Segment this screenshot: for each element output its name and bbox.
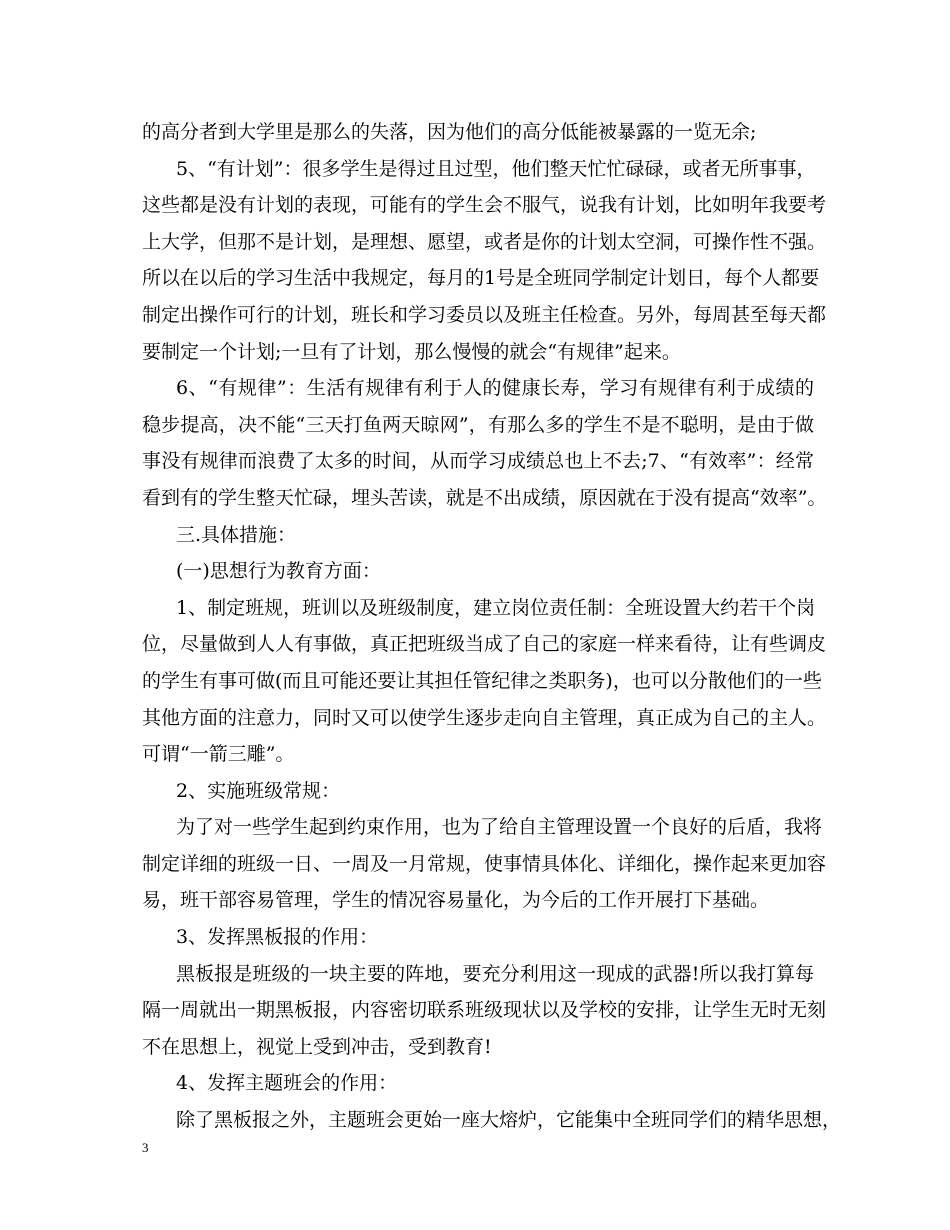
text-line: 这些都是没有计划的表现，可能有的学生会不服气，说我有计划，比如明年我要考	[142, 194, 827, 217]
page-number: 3	[142, 1140, 149, 1155]
text-line: 4、发挥主题班会的作用：	[176, 1072, 398, 1095]
text-line: 其他方面的注意力，同时又可以使学生逐步走向自主管理，真正成为自己的主人。	[142, 706, 827, 729]
text-line: 易，班干部容易管理，学生的情况容易量化，为今后的工作开展打下基础。	[142, 889, 770, 912]
text-line: 除了黑板报之外，主题班会更始一座大熔炉，它能集中全班同学们的精华思想，	[176, 1109, 842, 1132]
text-line: 2、实施班级常规：	[176, 779, 341, 802]
text-line: 5、“有计划”：很多学生是得过且过型，他们整天忙忙碌碌，或者无所事事，	[176, 157, 816, 180]
text-line: 3、发挥黑板报的作用：	[176, 926, 379, 949]
text-line: 不在思想上，视觉上受到冲击，受到教育!	[142, 1035, 492, 1058]
text-line: 三.具体措施：	[176, 523, 297, 546]
text-line: 6、“有规律”：生活有规律有利于人的健康长寿，学习有规律有利于成绩的	[176, 377, 814, 400]
text-line: 为了对一些学生起到约束作用，也为了给自主管理设置一个良好的后盾，我将	[176, 816, 823, 839]
text-line: 隔一周就出一期黑板报，内容密切联系班级现状以及学校的安排，让学生无时无刻	[142, 999, 827, 1022]
text-line: 的高分者到大学里是那么的失落，因为他们的高分低能被暴露的一览无余;	[142, 121, 757, 143]
text-line: 1、制定班规，班训以及班级制度，建立岗位责任制：全班设置大约若干个岗	[176, 596, 816, 619]
text-line: 上大学，但那不是计划，是理想、愿望，或者是你的计划太空洞，可操作性不强。	[142, 230, 827, 253]
text-line: 要制定一个计划;一旦有了计划，那么慢慢的就会“有规律”起来。	[142, 340, 681, 363]
text-line: 事没有规律而浪费了太多的时间，从而学习成绩总也上不去;7、“有效率”：经常	[142, 450, 814, 473]
text-line: 可谓“一箭三雕”。	[142, 743, 295, 766]
text-line: 稳步提高，决不能“三天打鱼两天晾网”，有那么多的学生不是不聪明，是由于做	[142, 413, 814, 436]
text-line: 制定出操作可行的计划，班长和学习委员以及班主任检查。另外，每周甚至每天都	[142, 303, 827, 326]
text-line: 黑板报是班级的一块主要的阵地，要充分利用这一现成的武器!所以我打算每	[176, 962, 814, 985]
text-line: 所以在以后的学习生活中我规定，每月的1号是全班同学制定计划日，每个人都要	[142, 267, 820, 290]
text-line: 制定详细的班级一日、一周及一月常规，使事情具体化、详细化，操作起来更加容	[142, 852, 827, 875]
text-line: (一)思想行为教育方面：	[176, 560, 381, 583]
text-line: 位，尽量做到人人有事做，真正把班级当成了自己的家庭一样来看待，让有些调皮	[142, 633, 827, 656]
body-text	[142, 114, 842, 1139]
text-line: 的学生有事可做(而且可能还要让其担任管纪律之类职务)，也可以分散他们的一些	[142, 669, 822, 692]
text-line: 看到有的学生整天忙碌，埋头苦读，就是不出成绩，原因就在于没有提高“效率”。	[142, 486, 827, 509]
